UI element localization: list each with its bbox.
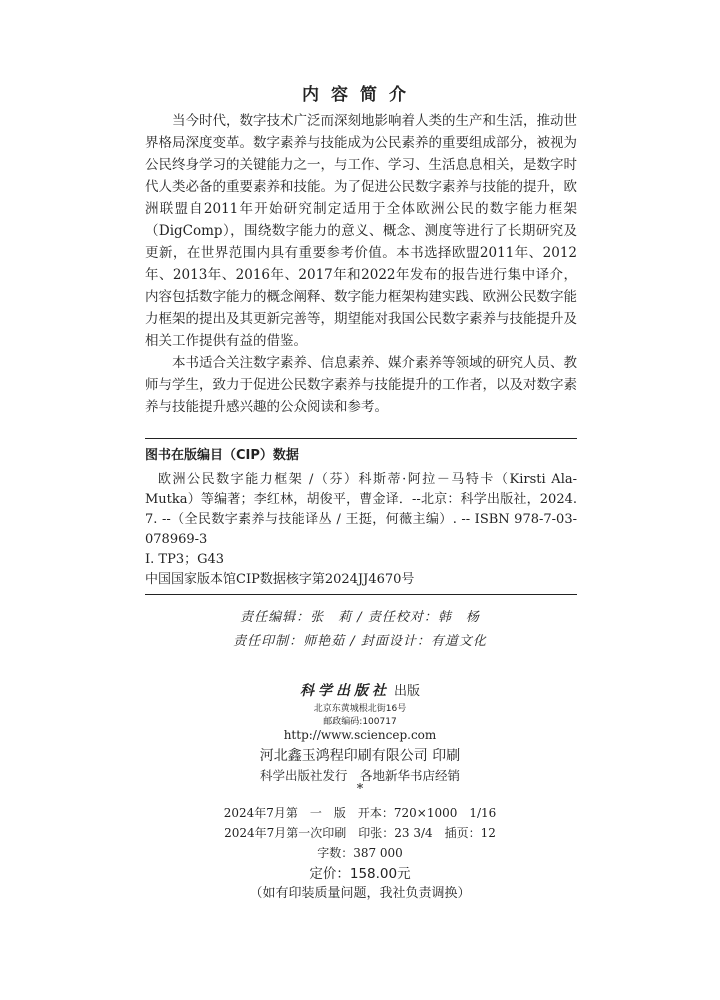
- publisher-url: http://www.sciencep.com: [283, 728, 437, 742]
- printer-line: 河北鑫玉鸿程印刷有限公司 印刷: [259, 748, 461, 764]
- price-line: 定价：158.00元: [309, 866, 411, 882]
- summary-section: [145, 110, 577, 418]
- cip-heading: 图书在版编目（CIP）数据: [145, 448, 299, 463]
- distribution-line: 科学出版社发行 各地新华书店经销: [259, 768, 460, 783]
- publisher-postcode: 邮政编码:100717: [323, 717, 397, 727]
- page-title: 内容简介: [302, 85, 418, 105]
- cip-entry: 欧洲公民数字能力框架 /（芬）科斯蒂·阿拉－马特卡（Kirsti Ala-Mutka）等编著；李红林，胡俊平，曹金译．--北京：科学出版社，2024. 7. --（全民数字素养与技能译丛 / 王挺，何薇主编）. -- ISBN 978-7-03-078969-3: [145, 472, 577, 547]
- summary-paragraph-1: 当今时代，数字技术广泛而深刻地影响着人类的生产和生活，推动世界格局深度变革。数字素养与技能成为公民素养的重要组成部分，被视为公民终身学习的关键能力之一，与工作、学习、生活息息相关，是数字时代人类必备的重要素养和技能。为了促进公民数字素养与技能的提升，欧洲联盟自2011年开始研究制定适用于全体欧洲公民的数字能力框架（DigComp），围绕数字能力的意义、概念、测度等进行了长期研究及更新，在世界范围内具有重要参考价值。本书选择欧盟2011年、2012年、2013年、2016年、2017年和2022年发布的报告进行集中译介，内容包括数字能力的概念阐释、数字能力框架构建实践、欧洲公民数字能力框架的提出及其更新完善等，期望能对我国公民数字素养与技能提升及相关工作提供有益的借鉴。: [145, 113, 577, 349]
- cip-top-rule: [145, 438, 577, 439]
- word-count-line: 字数：387 000: [317, 846, 403, 860]
- publisher-line: [0, 680, 720, 700]
- staff-line-production: 责任印制：师艳茹 / 封面设计：有道文化: [233, 634, 487, 649]
- printing-spec-line: 2024年7月第一次印刷 印张：23 3/4 插页：12: [224, 826, 496, 840]
- separator-star: *: [356, 782, 364, 797]
- publisher-name: 科学出版社: [299, 683, 390, 699]
- cip-classification: Ⅰ. TP3；G43: [145, 552, 225, 567]
- publisher-suffix: 出版: [393, 684, 420, 699]
- cip-record-number: 中国国家版本馆CIP数据核字第2024JJ4670号: [145, 572, 415, 587]
- edition-spec-line: 2024年7月第 一 版 开本：720×1000 1/16: [223, 806, 497, 820]
- cip-bottom-rule: [145, 594, 577, 595]
- publisher-address: 北京东黄城根北街16号: [313, 704, 407, 714]
- staff-line-editors: 责任编辑：张 莉 / 责任校对：韩 杨: [240, 610, 480, 625]
- summary-paragraph-2: 本书适合关注数字素养、信息素养、媒介素养等领域的研究人员、教师与学生，致力于促进公民数字素养与技能提升的工作者，以及对数字素养与技能提升感兴趣的公众阅读和参考。: [145, 355, 577, 415]
- cip-section: [145, 446, 577, 590]
- quality-notice: （如有印装质量问题，我社负责调换）: [249, 886, 471, 901]
